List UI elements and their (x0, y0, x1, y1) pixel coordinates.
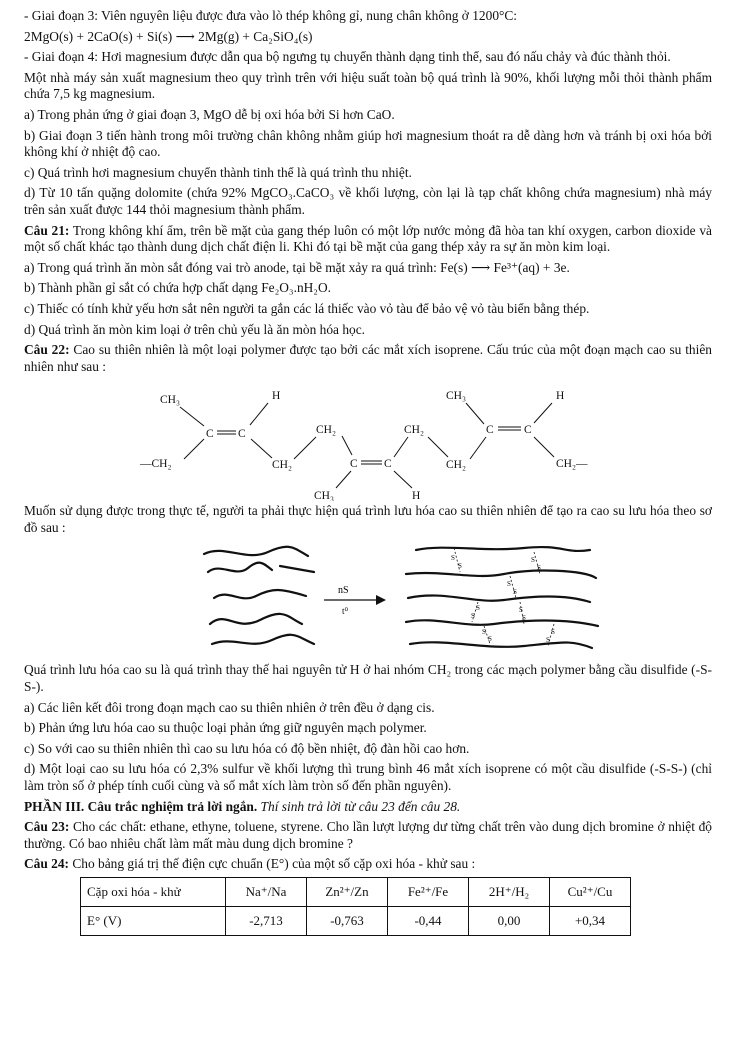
table-cell: 2H⁺/H₂ (469, 878, 550, 907)
table-cell: Cu²⁺/Cu (550, 878, 631, 907)
label-ch2-2: CH₂ (316, 424, 336, 437)
table-cell: Zn²⁺/Zn (307, 878, 388, 907)
vulcanization-diagram (24, 540, 712, 660)
label-c-5: C (486, 424, 494, 437)
q22-option-c: c) So với cao su thiên nhiên thì cao su lưu hóa có độ bền nhiệt, độ đàn hồi cao hơn. (24, 740, 470, 756)
table-cell: -0,44 (388, 907, 469, 936)
label-c-1: C (206, 428, 214, 441)
part3-heading (24, 799, 712, 816)
table-cell: -0,763 (307, 907, 388, 936)
label-h-2: H (412, 490, 421, 502)
q22-label: Câu 22: (24, 342, 70, 358)
sulfur-label: S (458, 562, 462, 571)
label-h-3: H (556, 390, 565, 403)
stage3-equation: 2MgO(s) + 2CaO(s) + Si(s) ⟶ 2Mg(g) + Ca₂SiO₄(s) (24, 28, 313, 44)
sulfur-label: S (507, 580, 511, 589)
table-cell: -2,713 (226, 907, 307, 936)
sulfur-label: S (537, 564, 541, 573)
q24-label: Câu 24: (24, 856, 70, 872)
arrow-reagent: nS (338, 585, 349, 597)
sulfur-label: S (546, 636, 550, 645)
sulfur-label: S (551, 628, 555, 637)
table-cell: 0,00 (469, 907, 550, 936)
table-cell: Fe²⁺/Fe (388, 878, 469, 907)
q23-text: Cho các chất: ethane, ethyne, toluene, styrene. Cho lần lượt lượng dư từng chất trên vào dung dịch bromine ở nhiệt độ thường. Có bao nhiêu chất làm mất màu dung dịch bromine ? (24, 819, 713, 851)
q20-option-d: d) Từ 10 tấn quặng dolomite (chứa 92% MgCO₃.CaCO₃ về khối lượng, còn lại là tạp chất không chứa magnesium) nhà máy trên sản xuất được 144 thỏi magnesium thành phẩm. (24, 185, 712, 217)
label-left-chain: —CH₂ (140, 458, 172, 471)
q22-stem (24, 342, 712, 375)
document-page (24, 8, 712, 936)
raw-rubber-chains (204, 547, 314, 644)
table-cell: E° (V) (81, 907, 226, 936)
sulfur-label: S (519, 606, 523, 615)
label-ch3-1: CH₃ (160, 394, 180, 407)
electrode-potential-table (80, 877, 631, 936)
part3-note: Thí sinh trả lời từ câu 23 đến câu 28. (257, 798, 461, 814)
table-cell: +0,34 (550, 907, 631, 936)
factory-text: Một nhà máy sản xuất magnesium theo quy trình trên với hiệu suất toàn bộ quá trình là 90%, khối lượng mỗi thỏi thành phẩm chứa 7,5 kg magnesium. (24, 69, 712, 102)
label-ch2-1: CH₂ (272, 459, 292, 472)
vulcanized-rubber-chains (406, 548, 598, 649)
q21-text: Trong không khí ẩm, trên bề mặt của gang thép luôn có một lớp nước mỏng đã hòa tan khí oxygen, carbon dioxide và một số chất khác tạo thành dung dịch chất điện li. Khi đó tại bề mặt của gang thép xảy ra sự ăn mòn kim loại. (24, 222, 712, 255)
label-c-6: C (524, 424, 532, 437)
sulfur-label: S (451, 554, 455, 563)
q22-option-d: d) Một loại cao su lưu hóa có 2,3% sulfur về khối lượng thì trung bình 46 mắt xích isoprene có một cầu disulfide (-S-S-) (chỉ làm tròn số ở phép tính cuối cùng và số mắt xích làm tròn số đến phần nguyên). (24, 761, 712, 794)
label-c-4: C (384, 458, 392, 471)
q20-option-c: c) Quá trình hơi magnesium chuyển thành tinh thể là quá trình thu nhiệt. (24, 164, 412, 180)
label-ch2-4: CH₂ (446, 459, 466, 472)
label-ch3-2: CH₃ (314, 490, 334, 502)
q21-option-a: a) Trong quá trình ăn mòn sắt đóng vai trò anode, tại bề mặt xảy ra quá trình: Fe(s) ⟶ Fe³⁺(aq) + 3e. (24, 259, 570, 275)
q24-text: Cho bảng giá trị thế điện cực chuẩn (E°) của một số cặp oxi hóa - khử sau : (69, 856, 476, 872)
q23-label: Câu 23: (24, 819, 70, 835)
sulfur-label: S (476, 604, 480, 613)
q21-stem (24, 223, 712, 256)
reaction-arrow (324, 585, 386, 616)
q22-text: Cao su thiên nhiên là một loại polymer được tạo bởi các mắt xích isoprene. Cấu trúc của một đoạn mạch cao su thiên nhiên như sau : (24, 342, 712, 374)
rubber-structure-diagram (24, 379, 712, 501)
q21-option-b: b) Thành phần gỉ sắt có chứa hợp chất dạng Fe₂O₃.nH₂O. (24, 280, 331, 296)
table-cell: Cặp oxi hóa - khử (81, 878, 226, 907)
sulfur-label: S (488, 635, 492, 644)
q24-stem (24, 856, 712, 873)
label-c-2: C (238, 428, 246, 441)
q21-label: Câu 21: (24, 222, 70, 238)
sulfur-label: S (531, 556, 535, 565)
label-ch2-3: CH₂ (404, 424, 424, 437)
label-right-chain: CH₂— (556, 458, 588, 471)
bond-lines (180, 403, 554, 488)
q22-option-b: b) Phản ứng lưu hóa cao su thuộc loại phản ứng giữ nguyên mạch polymer. (24, 720, 427, 736)
label-h-1: H (272, 390, 281, 403)
vulcanization-explanation: Quá trình lưu hóa cao su là quá trình thay thế hai nguyên tử H ở hai nhóm CH₂ trong các mạch polymer bằng cầu disulfide (-S-S-). (24, 662, 712, 695)
q20-option-b: b) Giai đoạn 3 tiến hành trong môi trường chân không nhằm giúp hơi magnesium thoát ra dễ dàng hơn và tránh bị oxi hóa bởi không khí ở nhiệt độ cao. (24, 127, 712, 160)
stage4-text: - Giai đoạn 4: Hơi magnesium được dẫn qua bộ ngưng tụ chuyển thành dạng tinh thể, sau đó nấu chảy và đúc thành thỏi. (24, 49, 671, 65)
label-ch3-3: CH₃ (446, 390, 466, 403)
table-row (81, 907, 631, 936)
q23-stem (24, 819, 712, 852)
arrow-condition: t⁰ (342, 606, 349, 617)
stage3-intro: - Giai đoạn 3: Viên nguyên liệu được đưa vào lò thép không gỉ, nung chân không ở 1200°C: (24, 8, 518, 23)
q21-option-d: d) Quá trình ăn mòn kim loại ở trên chủ yếu là ăn mòn hóa học. (24, 321, 366, 337)
part3-title: PHẦN III. Câu trắc nghiệm trả lời ngắn. (24, 798, 258, 814)
q22-option-a: a) Các liên kết đôi trong đoạn mạch cao su thiên nhiên ở trên đều ở dạng cis. (24, 699, 435, 715)
label-c-3: C (350, 458, 358, 471)
sulfur-label: S (513, 588, 517, 597)
q20-option-a: a) Trong phản ứng ở giai đoạn 3, MgO dễ bị oxi hóa bởi Si hơn CaO. (24, 106, 395, 122)
sulfur-label: S (482, 628, 486, 637)
vulcanization-intro: Muốn sử dụng được trong thực tế, người ta phải thực hiện quá trình lưu hóa cao su thiên nhiên để tạo ra cao su lưu hóa theo sơ đồ sau : (24, 503, 712, 535)
q21-option-c: c) Thiếc có tính khử yếu hơn sắt nên người ta gắn các lá thiếc vào vỏ tàu để bảo vệ vỏ tàu biển bằng thép. (24, 300, 590, 316)
table-header-row (81, 878, 631, 907)
sulfur-label: S (522, 614, 526, 623)
sulfur-label: S (471, 612, 475, 621)
table-cell: Na⁺/Na (226, 878, 307, 907)
